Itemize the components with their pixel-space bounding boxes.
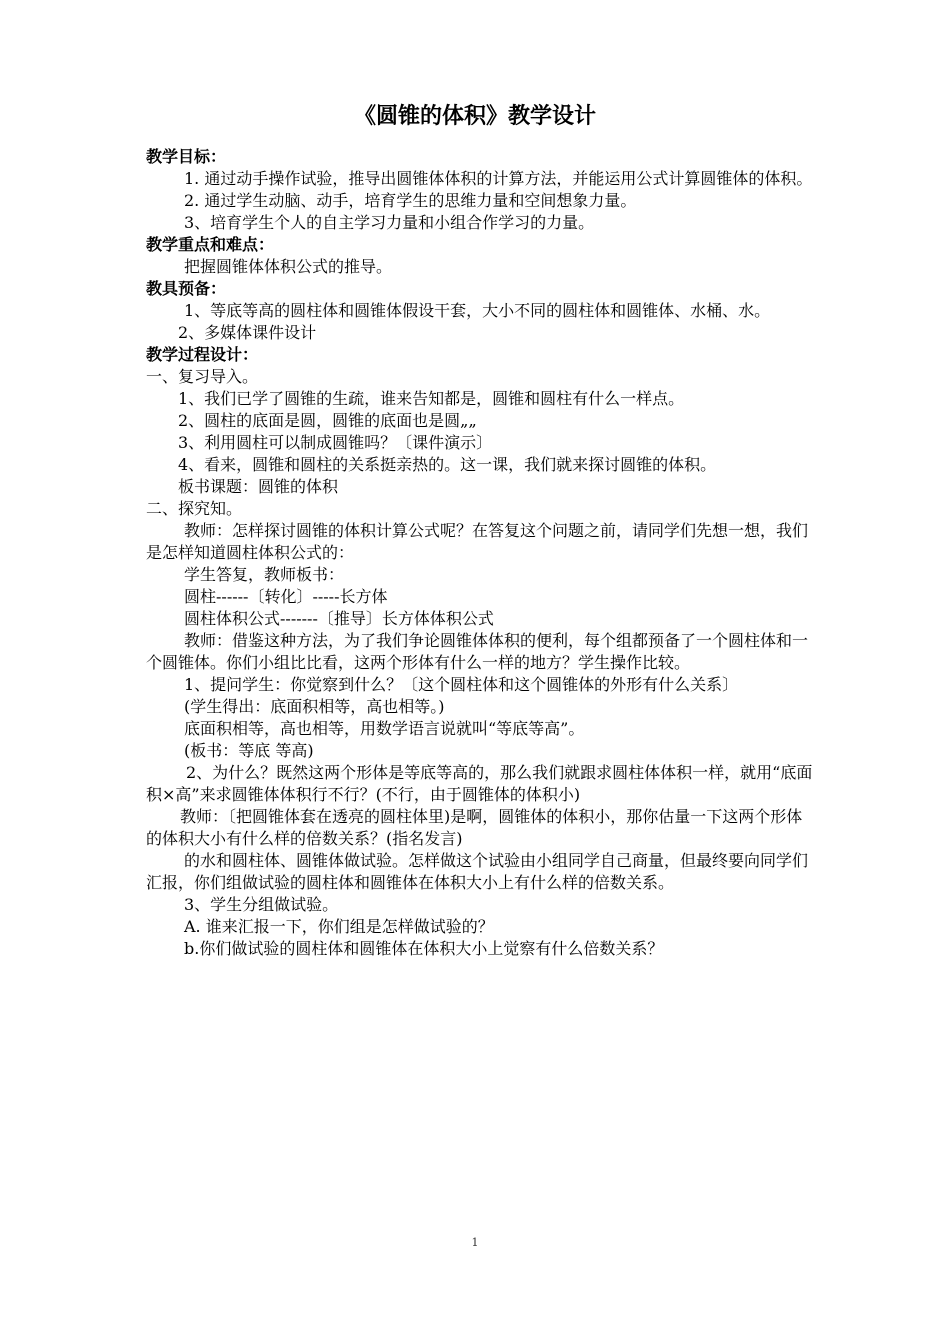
body-paragraph: 1. 通过动手操作试验，推导出圆锥体体积的计算方法，并能运用公式计算圆锥体的体积。 bbox=[184, 169, 813, 188]
body-paragraph: 教师：〔把圆锥体套在透亮的圆柱体里)是啊，圆锥体的体积小，那你估量一下这两个形体的体积大小有什么样的倍数关系？(指名发言) bbox=[146, 807, 803, 848]
body-paragraph: 4、看来，圆锥和圆柱的关系挺亲热的。这一课，我们就来探讨圆锥的体积。 bbox=[178, 455, 717, 474]
body-paragraph: 的水和圆柱体、圆锥体做试验。怎样做这个试验由小组同学自己商量，但最终要向同学们汇报，你们组做试验的圆柱体和圆锥体在体积大小上有什么样的倍数关系。 bbox=[146, 851, 809, 892]
body-paragraph: 3、学生分组做试验。 bbox=[184, 895, 339, 914]
section-heading: 教学目标： bbox=[146, 147, 227, 166]
body-paragraph: 2. 通过学生动脑、动手，培育学生的思维力量和空间想象力量。 bbox=[184, 191, 637, 210]
document-title: 《圆锥的体积》教学设计 bbox=[353, 104, 596, 129]
body-paragraph: 一、复习导入。 bbox=[146, 367, 259, 386]
body-paragraph: 2、为什么？既然这两个形体是等底等高的，那么我们就跟求圆柱体体积一样，就用“底面积×高”来求圆锥体体积行不行？(不行，由于圆锥体的体积小) bbox=[146, 763, 813, 804]
body-paragraph: 把握圆锥体体积公式的推导。 bbox=[184, 257, 393, 276]
body-paragraph: 板书课题：圆锥的体积 bbox=[178, 477, 339, 496]
body-paragraph: 3、利用圆柱可以制成圆锥吗？〔课件演示〕 bbox=[178, 433, 493, 452]
body-paragraph: 3、培育学生个人的自主学习力量和小组合作学习的力量。 bbox=[184, 213, 595, 232]
section-heading: 教学过程设计： bbox=[146, 345, 259, 364]
body-paragraph: 教师：怎样探讨圆锥的体积计算公式呢？在答复这个问题之前，请同学们先想一想，我们是怎样知道圆柱体积公式的： bbox=[146, 521, 809, 562]
body-paragraph: 2、圆柱的底面是圆，圆锥的底面也是圆„„ bbox=[178, 411, 477, 430]
body-paragraph: 1、提问学生：你觉察到什么？〔这个圆柱体和这个圆锥体的外形有什么关系〕 bbox=[184, 675, 739, 694]
body-paragraph: 1、等底等高的圆柱体和圆锥体假设干套，大小不同的圆柱体和圆锥体、水桶、水。 bbox=[184, 301, 771, 320]
body-paragraph: 圆柱体积公式-------〔推导〕长方体体积公式 bbox=[184, 609, 494, 628]
body-paragraph: 圆柱------〔转化〕-----长方体 bbox=[184, 587, 388, 606]
body-paragraph: 2、多媒体课件设计 bbox=[178, 323, 317, 342]
section-heading: 教具预备： bbox=[146, 279, 227, 298]
body-paragraph: (板书：等底 等高) bbox=[184, 741, 314, 760]
body-paragraph: 底面积相等，高也相等，用数学语言说就叫“等底等高”。 bbox=[184, 719, 585, 738]
body-paragraph: 教师：借鉴这种方法，为了我们争论圆锥体体积的便利，每个组都预备了一个圆柱体和一个圆锥体。你们小组比比看，这两个形体有什么一样的地方？学生操作比较。 bbox=[146, 631, 809, 672]
body-paragraph: 1、我们已学了圆锥的生疏，谁来告知都是，圆锥和圆柱有什么一样点。 bbox=[178, 389, 685, 408]
body-paragraph: 学生答复，教师板书： bbox=[184, 565, 345, 584]
body-paragraph: A. 谁来汇报一下，你们组是怎样做试验的？ bbox=[184, 917, 494, 936]
section-heading: 教学重点和难点： bbox=[146, 235, 275, 254]
body-paragraph: 二、探究知。 bbox=[146, 499, 243, 518]
page-number: 1 bbox=[471, 1236, 479, 1249]
body-paragraph: b.你们做试验的圆柱体和圆锥体在体积大小上觉察有什么倍数关系？ bbox=[184, 939, 664, 958]
document-body bbox=[146, 146, 816, 960]
body-paragraph: (学生得出：底面积相等，高也相等。) bbox=[184, 697, 445, 716]
